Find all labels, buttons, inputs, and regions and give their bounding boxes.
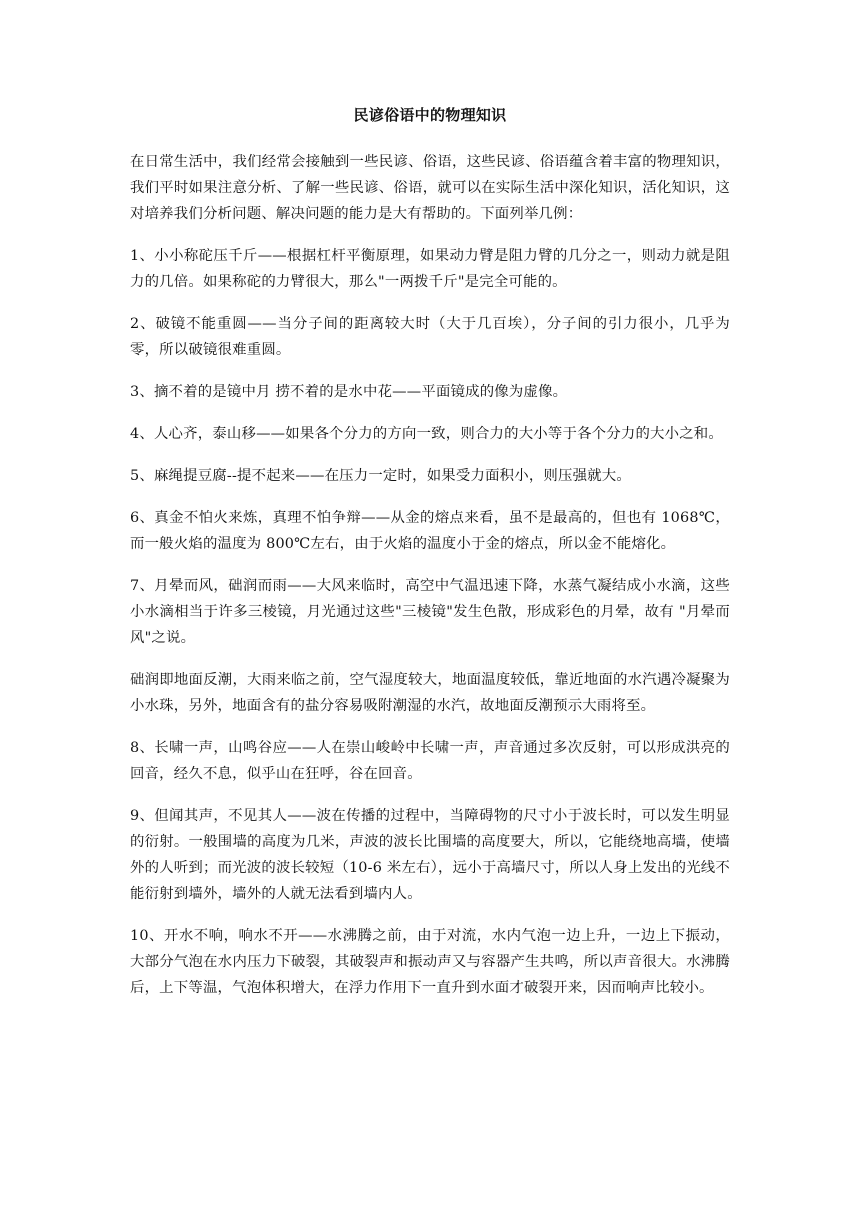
paragraph-item-10: 10、开水不响，响水不开——水沸腾之前，由于对流，水内气泡一边上升，一边上下振动，大部分气泡在水内压力下破裂，其破裂声和振动声又与容器产生共鸣，所以声音很大。水沸腾后，上下等温，气泡体积增大，在浮力作用下一直升到水面才破裂开来，因而响声比较小。	[130, 928, 730, 996]
document-title: 民谚俗语中的物理知识	[353, 106, 507, 124]
paragraph-item-7: 7、月晕而风，础润而雨——大风来临时，高空中气温迅速下降，水蒸气凝结成小水滴，这些小水滴相当于许多三棱镜，月光通过这些"三棱镜"发生色散，形成彩色的月晕，故有 "月晕而风"之说。	[130, 578, 730, 646]
paragraph-item-7-continued: 础润即地面反潮，大雨来临之前，空气湿度较大，地面温度较低，靠近地面的水汽遇冷凝聚为小水珠，另外，地面含有的盐分容易吸附潮湿的水汽，故地面反潮预示大雨将至。	[130, 672, 730, 714]
paragraph-item-3: 3、摘不着的是镜中月 捞不着的是水中花——平面镜成的像为虚像。	[130, 384, 568, 400]
paragraph-item-4: 4、人心齐，泰山移——如果各个分力的方向一致，则合力的大小等于各个分力的大小之和。	[130, 426, 723, 442]
paragraph-intro: 在日常生活中，我们经常会接触到一些民谚、俗语，这些民谚、俗语蕴含着丰富的物理知识，我们平时如果注意分析、了解一些民谚、俗语，就可以在实际生活中深化知识，活化知识，这对培养我们分析问题、解决问题的能力是大有帮助的。下面列举几例：	[130, 154, 730, 222]
document-body	[130, 100, 730, 1017]
paragraph-item-8: 8、长啸一声，山鸣谷应——人在崇山峻岭中长啸一声，声音通过多次反射，可以形成洪亮的回音，经久不息，似乎山在狂呼，谷在回音。	[130, 740, 730, 782]
paragraph-item-6: 6、真金不怕火来炼，真理不怕争辩——从金的熔点来看，虽不是最高的，但也有 1068℃，而一般火焰的温度为 800℃左右，由于火焰的温度小于金的熔点，所以金不能熔化。	[130, 510, 730, 552]
paragraph-item-9: 9、但闻其声，不见其人——波在传播的过程中，当障碍物的尺寸小于波长时，可以发生明显的衍射。一般围墙的高度为几米，声波的波长比围墙的高度要大，所以，它能绕地高墙，使墙外的人听到；而光波的波长较短（10-6 米左右），远小于高墙尺寸，所以人身上发出的光线不能衍射到墙外，墙外的人就无法看到墙内人。	[130, 808, 730, 902]
paragraph-item-2: 2、破镜不能重圆——当分子间的距离较大时（大于几百埃），分子间的引力很小，几乎为零，所以破镜很难重圆。	[130, 316, 730, 358]
paragraph-item-5: 5、麻绳提豆腐--提不起来——在压力一定时，如果受力面积小，则压强就大。	[130, 468, 631, 484]
paragraph-item-1: 1、小小称砣压千斤——根据杠杆平衡原理，如果动力臂是阻力臂的几分之一，则动力就是阻力的几倍。如果称砣的力臂很大，那么"一两拨千斤"是完全可能的。	[130, 248, 730, 290]
